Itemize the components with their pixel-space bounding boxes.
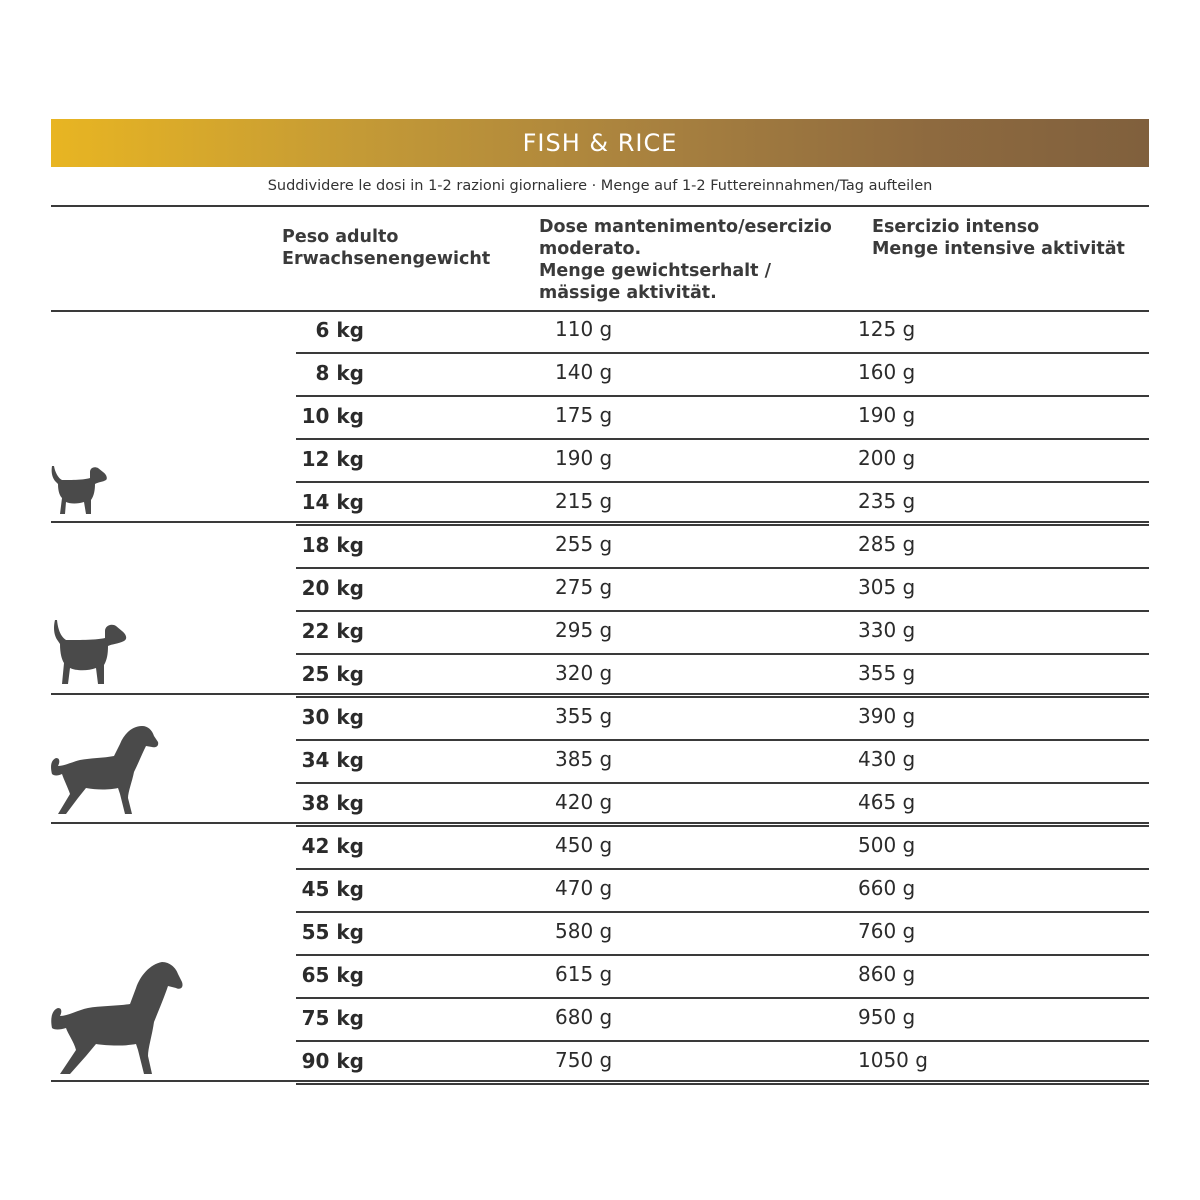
weight-column-header: Peso adulto Erwachsenengewicht (282, 227, 491, 269)
intense-dose-cell: 285 g (858, 532, 916, 556)
maintenance-dose-cell: 295 g (555, 618, 613, 642)
intense-dose-cell: 390 g (858, 704, 916, 728)
table-row (0, 569, 1200, 612)
maintenance-dose-cell: 255 g (555, 532, 613, 556)
intense-dose-cell: 190 g (858, 403, 916, 427)
table-row (0, 655, 1200, 698)
title-banner (51, 119, 1149, 167)
maintenance-dose-cell: 175 g (555, 403, 613, 427)
adult-weight-cell: 38 kg (301, 791, 364, 815)
adult-weight-cell: 14 kg (301, 490, 364, 514)
adult-weight-cell: 65 kg (301, 963, 364, 987)
intense-dose-cell: 355 g (858, 661, 916, 685)
maintenance-dose-cell: 275 g (555, 575, 613, 599)
table-row (0, 483, 1200, 526)
adult-weight-cell: 8 kg (315, 361, 364, 385)
maintenance-dose-cell: 750 g (555, 1048, 613, 1072)
maintenance-dose-cell: 385 g (555, 747, 613, 771)
adult-weight-cell: 75 kg (301, 1006, 364, 1030)
intense-dose-cell: 430 g (858, 747, 916, 771)
maintenance-dose-cell: 190 g (555, 446, 613, 470)
intense-dose-cell: 465 g (858, 790, 916, 814)
adult-weight-cell: 12 kg (301, 447, 364, 471)
adult-weight-cell: 10 kg (301, 404, 364, 428)
maintenance-dose-cell: 470 g (555, 876, 613, 900)
maintenance-column-header: Dose mantenimento/esercizio moderato. Menge gewichtserhalt / mässige aktivität. (539, 217, 832, 303)
maintenance-dose-cell: 580 g (555, 919, 613, 943)
banner-title: FISH & RICE (522, 129, 678, 157)
table-row (0, 440, 1200, 483)
intense-dose-cell: 660 g (858, 876, 916, 900)
maintenance-dose-cell: 680 g (555, 1005, 613, 1029)
maintenance-dose-cell: 420 g (555, 790, 613, 814)
table-row (0, 827, 1200, 870)
table-row (0, 741, 1200, 784)
maintenance-dose-cell: 140 g (555, 360, 613, 384)
header-top-rule (51, 205, 1149, 207)
intense-dose-cell: 160 g (858, 360, 916, 384)
portion-note: Suddividere le dosi in 1-2 razioni giornaliere · Menge auf 1-2 Futtereinnahmen/Tag aufteilen (267, 178, 933, 194)
intense-dose-cell: 305 g (858, 575, 916, 599)
group-separator-medium (51, 693, 1149, 695)
adult-weight-cell: 42 kg (301, 834, 364, 858)
adult-weight-cell: 20 kg (301, 576, 364, 600)
adult-weight-cell: 34 kg (301, 748, 364, 772)
table-bottom-rule (51, 1080, 1149, 1082)
adult-weight-cell: 6 kg (315, 318, 364, 342)
maintenance-dose-cell: 355 g (555, 704, 613, 728)
medium-dog-icon (48, 618, 132, 688)
maintenance-dose-cell: 215 g (555, 489, 613, 513)
table-row (0, 397, 1200, 440)
table-row (0, 354, 1200, 397)
adult-weight-cell: 25 kg (301, 662, 364, 686)
maintenance-dose-cell: 320 g (555, 661, 613, 685)
maintenance-dose-cell: 615 g (555, 962, 613, 986)
table-row (0, 612, 1200, 655)
large-dog-icon (48, 722, 160, 818)
table-row (0, 526, 1200, 569)
intense-dose-cell: 500 g (858, 833, 916, 857)
table-row (0, 913, 1200, 956)
intense-dose-cell: 330 g (858, 618, 916, 642)
table-row (0, 698, 1200, 741)
giant-dog-icon (48, 958, 188, 1078)
table-row (0, 870, 1200, 913)
intense-dose-cell: 1050 g (858, 1048, 928, 1072)
table-row (0, 784, 1200, 827)
intense-dose-cell: 950 g (858, 1005, 916, 1029)
maintenance-dose-cell: 110 g (555, 317, 613, 341)
intense-column-header: Esercizio intenso Menge intensive aktivität (872, 217, 1125, 259)
small-dog-icon (48, 462, 110, 518)
row-divider (296, 1083, 1149, 1085)
intense-dose-cell: 760 g (858, 919, 916, 943)
group-separator-large (51, 822, 1149, 824)
maintenance-dose-cell: 450 g (555, 833, 613, 857)
intense-dose-cell: 235 g (858, 489, 916, 513)
intense-dose-cell: 860 g (858, 962, 916, 986)
intense-dose-cell: 125 g (858, 317, 916, 341)
adult-weight-cell: 45 kg (301, 877, 364, 901)
adult-weight-cell: 30 kg (301, 705, 364, 729)
intense-dose-cell: 200 g (858, 446, 916, 470)
adult-weight-cell: 18 kg (301, 533, 364, 557)
adult-weight-cell: 90 kg (301, 1049, 364, 1073)
table-row (0, 311, 1200, 354)
group-separator-small (51, 521, 1149, 523)
adult-weight-cell: 55 kg (301, 920, 364, 944)
adult-weight-cell: 22 kg (301, 619, 364, 643)
